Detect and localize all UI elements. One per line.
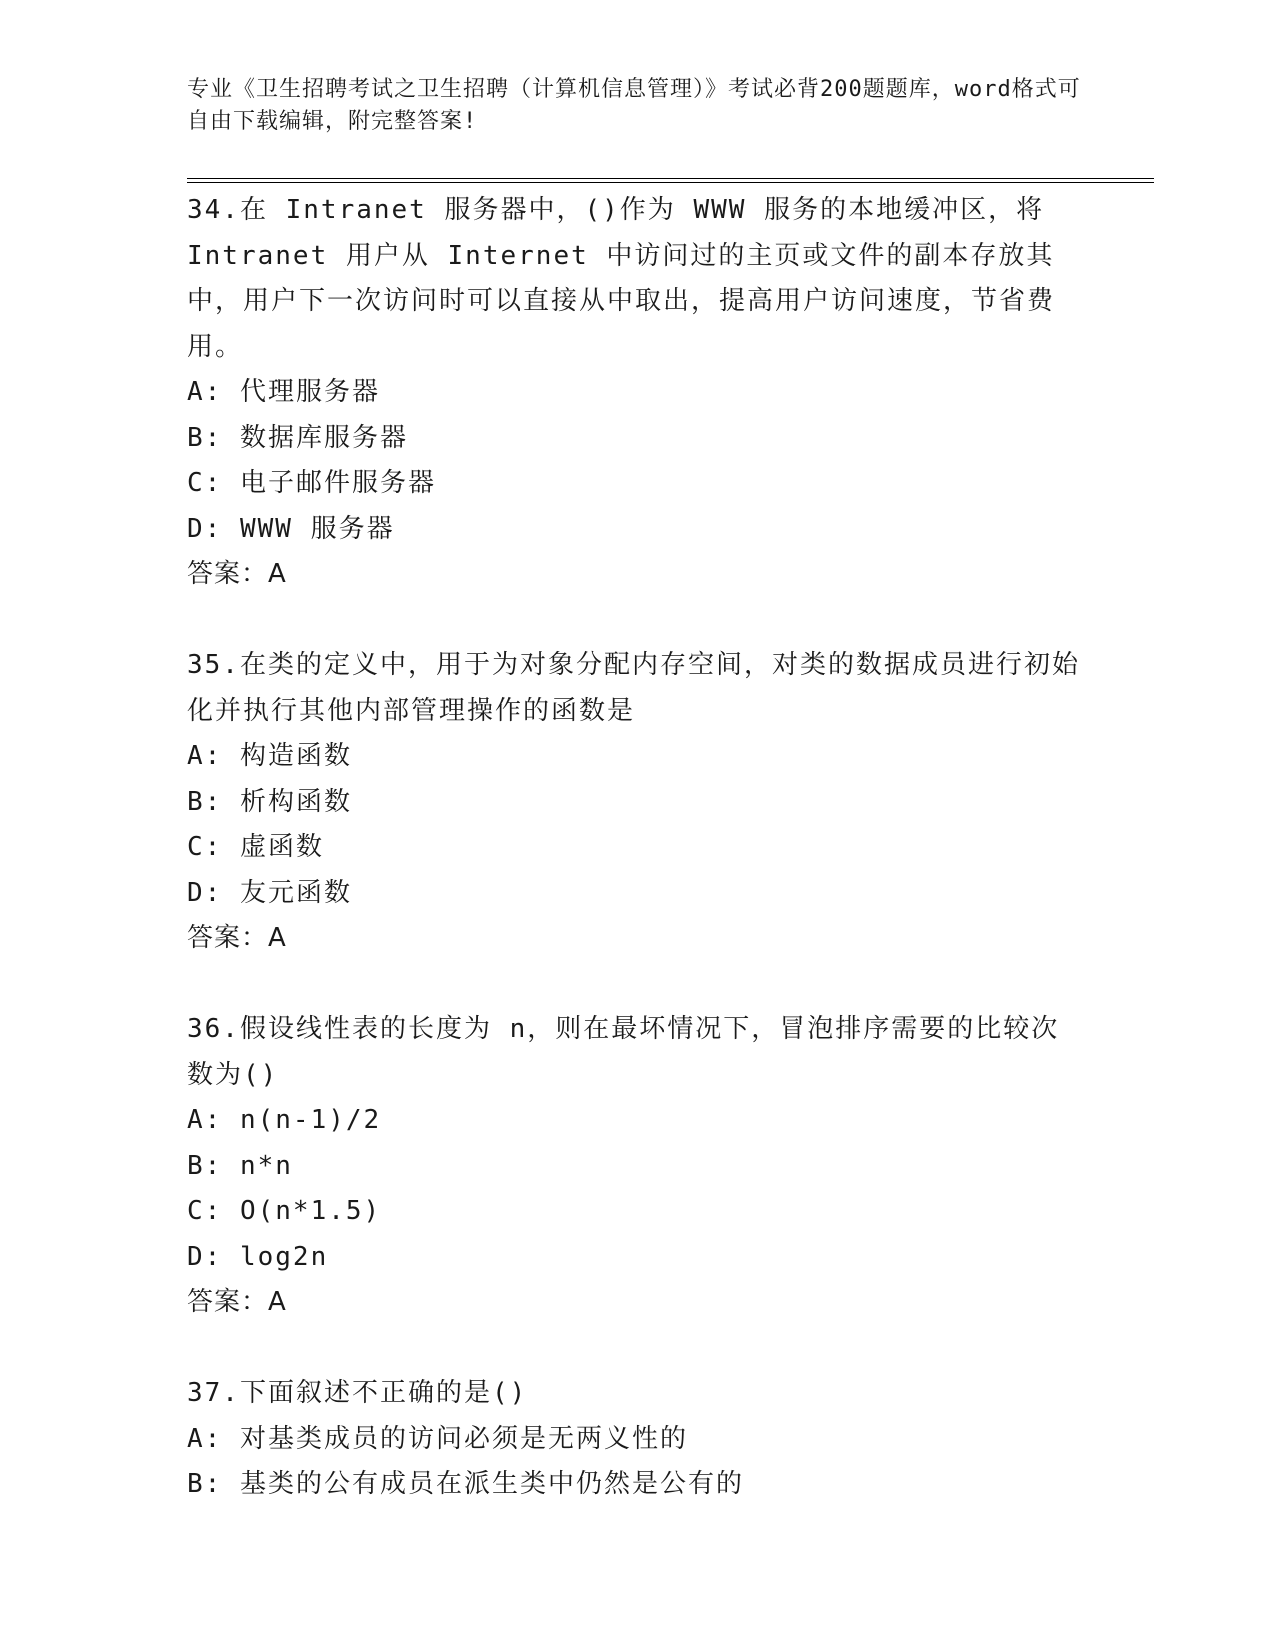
- option-b: B: n*n: [187, 1150, 293, 1181]
- question-list: [187, 188, 1087, 1508]
- option-a: A: 对基类成员的访问必须是无两义性的: [187, 1423, 688, 1454]
- option-d: D: log2n: [187, 1241, 329, 1272]
- question-37: [187, 1371, 1087, 1508]
- document-header: [187, 74, 1087, 138]
- option-d: D: WWW 服务器: [187, 513, 395, 544]
- question-answer: 答案：A: [187, 559, 287, 589]
- option-a: A: n(n-1)/2: [187, 1105, 382, 1135]
- option-a: A: 构造函数: [187, 741, 352, 771]
- option-b: B: 数据库服务器: [187, 422, 408, 453]
- option-b: B: 析构函数: [187, 786, 352, 817]
- option-b: B: 基类的公有成员在派生类中仍然是公有的: [187, 1469, 744, 1499]
- question-stem: 36.假设线性表的长度为 n，则在最坏情况下，冒泡排序需要的比较次数为(): [187, 1014, 1060, 1090]
- question-stem: 35.在类的定义中，用于为对象分配内存空间，对类的数据成员进行初始化并执行其他内部管理操作的函数是: [187, 650, 1080, 726]
- option-c: C: 虚函数: [187, 832, 324, 862]
- option-c: C: O(n*1.5): [187, 1196, 382, 1226]
- question-spacer: [187, 1326, 1087, 1372]
- question-stem: 34.在 Intranet 服务器中，()作为 WWW 服务的本地缓冲区，将Intranet 用户从 Internet 中访问过的主页或文件的副本存放其中，用户下一次访问时可以直接从中取出，提高用户访问速度，节省费用。: [187, 195, 1056, 362]
- question-answer: 答案：A: [187, 1287, 287, 1317]
- option-d: D: 友元函数: [187, 877, 352, 908]
- question-35: [187, 643, 1087, 1007]
- option-c: C: 电子邮件服务器: [187, 468, 436, 498]
- question-36: [187, 1007, 1087, 1371]
- question-spacer: [187, 598, 1087, 644]
- option-a: A: 代理服务器: [187, 377, 380, 407]
- question-stem: 37.下面叙述不正确的是(): [187, 1378, 528, 1408]
- header-title: 专业《卫生招聘考试之卫生招聘（计算机信息管理）》考试必背200题题库，word格式可自由下载编辑，附完整答案!: [187, 77, 1081, 134]
- question-answer: 答案：A: [187, 923, 287, 953]
- question-spacer: [187, 962, 1087, 1008]
- header-divider: [187, 178, 1154, 183]
- question-34: [187, 188, 1087, 643]
